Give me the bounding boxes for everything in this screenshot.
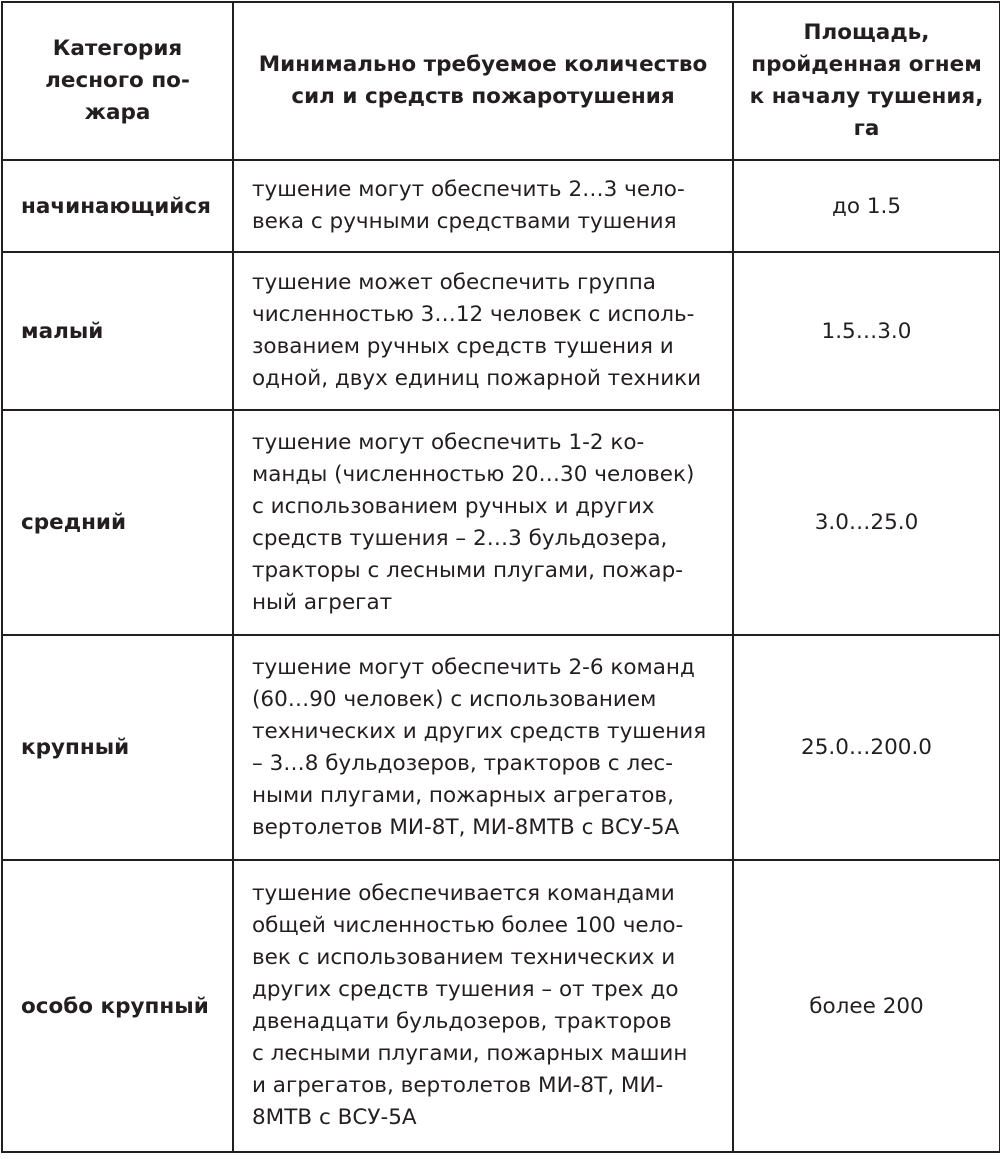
description-line: технических и других средств тушения: [252, 718, 707, 744]
description-line: 8МТВ с ВСУ-5А: [252, 1105, 417, 1130]
header-area-line: пройденная огнем: [751, 52, 982, 77]
area-cell: 25.0…200.0: [733, 635, 1000, 860]
description-line: тушение обеспечивается командами: [252, 881, 675, 906]
description-cell: [233, 635, 733, 860]
table-row: [2, 635, 1000, 860]
description-line: других средств тушения – от трех до: [252, 977, 679, 1002]
header-resources: [233, 2, 733, 160]
category-cell: особо крупный: [2, 860, 233, 1152]
header-area-line: к началу тушения,: [749, 84, 984, 109]
header-category-line: лесного по-: [45, 68, 190, 93]
description-line: одной, двух единиц пожарной техники: [252, 366, 702, 391]
category-cell: начинающийся: [2, 160, 233, 252]
description-cell: [233, 410, 733, 635]
table-row: [2, 860, 1000, 1152]
description-line: – 3…8 бульдозеров, тракторов с лес-: [252, 750, 674, 776]
description-line: тушение могут обеспечить 2-6 команд: [252, 654, 695, 680]
description-line: века с ручными средствами тушения: [252, 209, 677, 234]
description-line: век с использованием технических и: [252, 945, 676, 970]
description-line: ными плугами, пожарных агрегатов,: [252, 782, 674, 808]
description-line: и агрегатов, вертолетов МИ-8Т, МИ-: [252, 1073, 664, 1098]
category-cell: малый: [2, 252, 233, 410]
description-line: тушение может обеспечить группа: [252, 270, 656, 295]
table-row: [2, 160, 1000, 252]
description-line: средств тушения – 2…3 бульдозера,: [252, 525, 668, 551]
description-line: с лесными плугами, пожарных машин: [252, 1041, 688, 1066]
description-cell: [233, 860, 733, 1152]
description-line: с использованием ручных и других: [252, 493, 655, 519]
description-line: общей численностью более 100 чело-: [252, 913, 684, 938]
description-line: манды (численностью 20…30 человек): [252, 461, 695, 487]
description-line: двенадцати бульдозеров, тракторов: [252, 1009, 672, 1034]
table-row: [2, 252, 1000, 410]
description-cell: [233, 252, 733, 410]
area-cell: 3.0…25.0: [733, 410, 1000, 635]
description-line: зованием ручных средств тушения и: [252, 334, 674, 359]
table-row: [2, 410, 1000, 635]
description-line: численностью 3…12 человек с исполь-: [252, 302, 695, 327]
description-line: (60…90 человек) с использованием: [252, 686, 657, 712]
description-line: тушение могут обеспечить 1-2 ко-: [252, 429, 645, 455]
header-category: [2, 2, 233, 160]
area-cell: 1.5…3.0: [733, 252, 1000, 410]
description-line: тушение могут обеспечить 2…3 чело-: [252, 177, 685, 202]
header-area: [733, 2, 1000, 160]
description-cell: [233, 160, 733, 252]
header-category-line: Категория: [52, 36, 183, 61]
fire-category-table: [1, 1, 1000, 1153]
category-cell: крупный: [2, 635, 233, 860]
header-resources-line: Минимально требуемое количество: [258, 52, 708, 77]
area-cell: до 1.5: [733, 160, 1000, 252]
header-category-line: жара: [84, 100, 151, 125]
header-area-line: га: [853, 116, 880, 141]
description-line: тракторы с лесными плугами, пожар-: [252, 557, 683, 583]
description-line: ный агрегат: [252, 589, 393, 615]
area-cell: более 200: [733, 860, 1000, 1152]
category-cell: средний: [2, 410, 233, 635]
header-resources-line: сил и средств пожаротушения: [291, 84, 675, 109]
description-line: вертолетов МИ-8Т, МИ-8МТВ с ВСУ-5А: [252, 814, 680, 840]
header-row: [2, 2, 1000, 160]
header-area-line: Площадь,: [803, 20, 930, 45]
